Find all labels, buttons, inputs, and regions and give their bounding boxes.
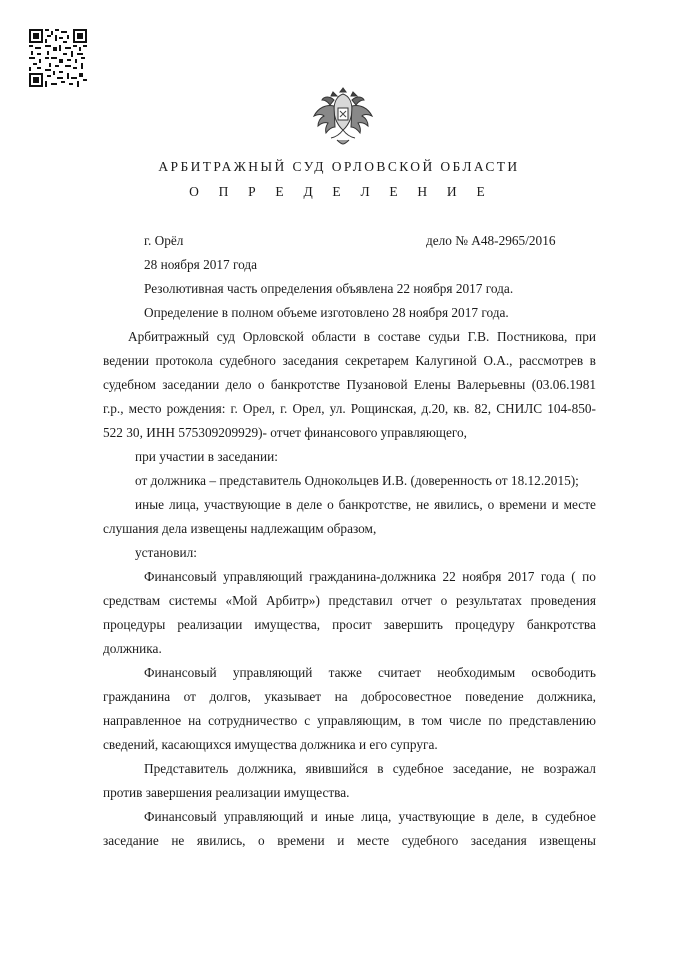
others-line-2: слушания дела извещены надлежащим образом, — [103, 521, 377, 536]
participation-label: при участии в заседании: — [135, 449, 278, 464]
city: г. Орёл — [144, 233, 184, 248]
coat-of-arms-icon — [311, 82, 375, 152]
full-text-note: Определение в полном объеме изготовлено 28 ноября 2017 года. — [144, 305, 509, 320]
operative-part-note: Резолютивная часть определения объявлена 22 ноября 2017 года. — [144, 281, 514, 296]
paragraph-5-line-1: Финансовый управляющий и иные лица, участвующие в деле, в судебное — [144, 809, 596, 824]
case-number: дело № А48-2965/2016 — [426, 233, 556, 248]
paragraph-2-line-1: Финансовый управляющий гражданина-должника 22 ноября 2017 года ( по — [144, 569, 596, 584]
paragraph-1-line-1: Арбитражный суд Орловской области в составе судьи Г.В. Постникова, при — [128, 329, 596, 344]
paragraph-2-line-3: процедуры реализации имущества, просит завершить процедуру банкротства — [103, 617, 596, 632]
paragraph-3-line-4: сведений, касающихся имущества должника и его супруга. — [103, 737, 438, 752]
others-line-1: иные лица, участвующие в деле о банкротстве, не явились, о времени и месте — [135, 497, 596, 512]
paragraph-1-line-5: 522 30, ИНН 575309209929)- отчет финансового управляющего, — [103, 425, 468, 440]
decision-date: 28 ноября 2017 года — [144, 257, 258, 272]
paragraph-3-line-2: гражданина от долгов, указывает на добросовестное поведение должника, — [103, 689, 596, 704]
paragraph-1-line-4: г.р., место рождения: г. Орел, г. Орел, ул. Рощинская, д.20, кв. 82, СНИЛС 104-850- — [103, 401, 596, 416]
paragraph-3-line-3: направленное на сотрудничество с управляющим, в том числе по представлению — [103, 713, 596, 728]
debtor-representative: от должника – представитель Однокольцев И.В. (доверенность от 18.12.2015); — [135, 473, 579, 488]
paragraph-1-line-2: ведении протокола судебного заседания секретарем Калугиной О.А., рассмотрев в — [103, 353, 596, 368]
paragraph-4-line-1: Представитель должника, явившийся в судебное заседание, не возражал — [144, 761, 596, 776]
paragraph-2-line-4: должника. — [103, 641, 162, 656]
paragraph-1-line-3: судебном заседании дело о банкротстве Пузановой Елены Валерьевны (03.06.1981 — [103, 377, 596, 392]
court-name: АРБИТРАЖНЫЙ СУД ОРЛОВСКОЙ ОБЛАСТИ — [158, 159, 520, 174]
paragraph-3-line-1: Финансовый управляющий также считает необходимым освободить — [144, 665, 596, 680]
paragraph-5-line-2: заседание не явились, о времени и месте судебного заседания извещены — [103, 833, 596, 848]
qr-code — [29, 29, 87, 87]
paragraph-2-line-2: средствам системы «Мой Арбитр») представил отчет о результатах проведения — [103, 593, 596, 608]
paragraph-4-line-2: против завершения реализации имущества. — [103, 785, 350, 800]
document-type: О П Р Е Д Е Л Е Н И Е — [189, 184, 493, 199]
established-label: установил: — [135, 545, 197, 560]
